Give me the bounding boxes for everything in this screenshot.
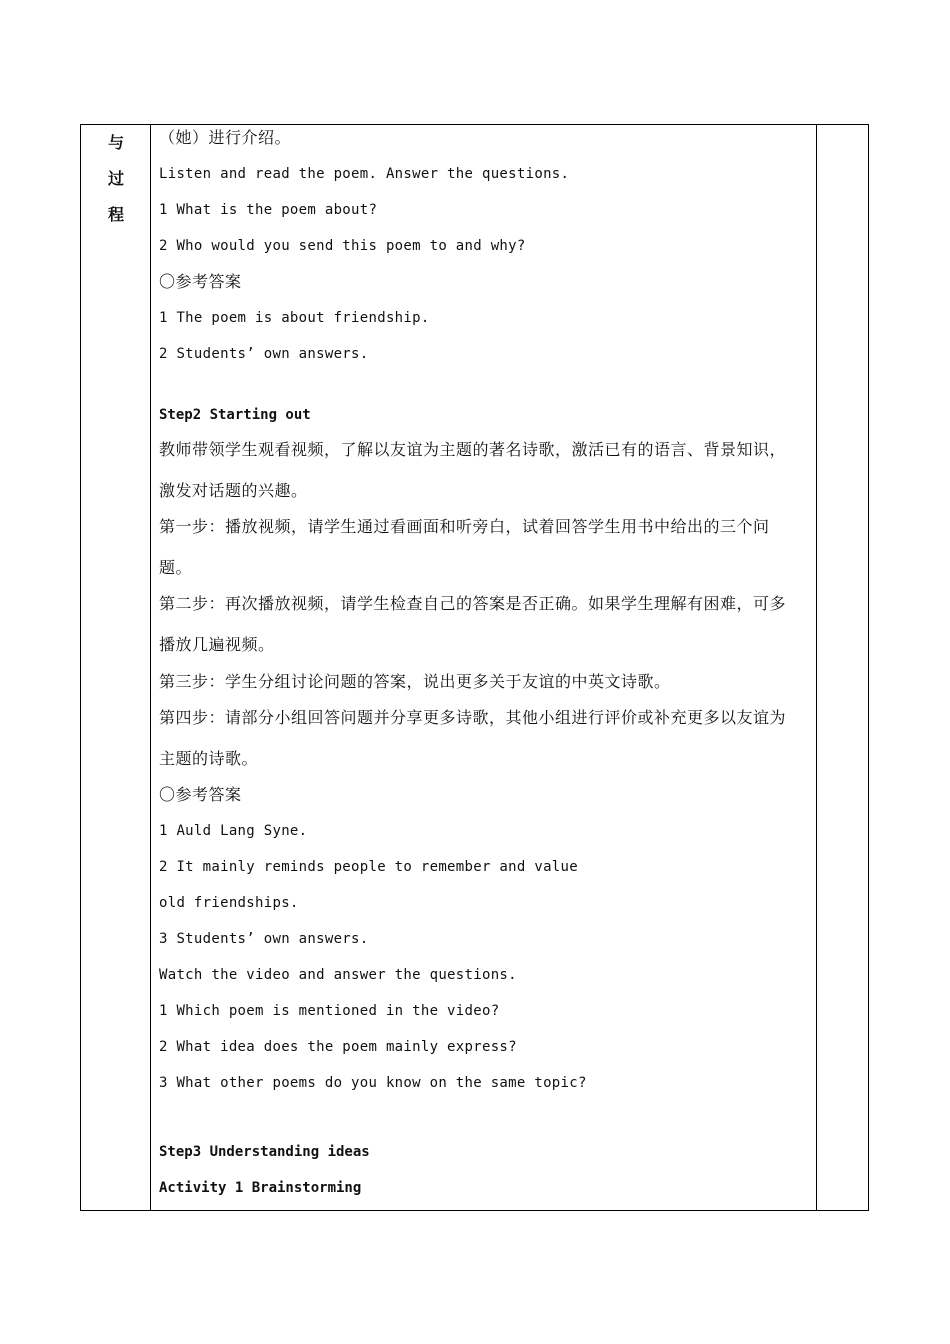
text-line: 1 Which poem is mentioned in the video? <box>159 1003 500 1019</box>
section-label-char: 与 <box>107 133 124 152</box>
text-line: 第一步：播放视频，请学生通过看画面和听旁白，试着回答学生用书中给出的三个问 <box>159 517 770 536</box>
text-line: Listen and read the poem. Answer the questions. <box>159 166 570 182</box>
text-line: Watch the video and answer the questions. <box>159 967 517 983</box>
text-line: 题。 <box>159 558 193 577</box>
text-line: 教师带领学生观看视频，了解以友谊为主题的著名诗歌，激活已有的语言、背景知识， <box>159 440 787 459</box>
text-line: 1 What is the poem about? <box>159 202 378 218</box>
section-label-char: 过 <box>107 169 124 188</box>
left-column-divider <box>150 125 151 1210</box>
text-line: 3 Students’ own answers. <box>159 931 369 947</box>
text-line: 播放几遍视频。 <box>159 635 275 654</box>
text-line: 2 Who would you send this poem to and why? <box>159 238 526 254</box>
text-line: 1 The poem is about friendship. <box>159 310 430 326</box>
text-line: 第四步：请部分小组回答问题并分享更多诗歌，其他小组进行评价或补充更多以友谊为 <box>159 708 787 727</box>
text-line: 1 Auld Lang Syne. <box>159 823 308 839</box>
section-label-char: 程 <box>107 205 124 224</box>
step-heading: Step2 Starting out <box>159 407 311 423</box>
text-line: （她）进行介绍。 <box>159 128 292 147</box>
text-line: 2 What idea does the poem mainly express? <box>159 1039 517 1055</box>
answer-key-heading: 〇参考答案 <box>159 785 242 804</box>
step-heading: Step3 Understanding ideas <box>159 1144 370 1160</box>
text-line: old friendships. <box>159 895 299 911</box>
text-line: 第三步：学生分组讨论问题的答案，说出更多关于友谊的中英文诗歌。 <box>159 672 671 691</box>
text-line: 第二步：再次播放视频，请学生检查自己的答案是否正确。如果学生理解有困难，可多 <box>159 594 787 613</box>
text-line: 主题的诗歌。 <box>159 749 259 768</box>
lesson-plan-table <box>80 124 869 1211</box>
right-column-divider <box>816 125 817 1210</box>
text-line: 3 What other poems do you know on the same topic? <box>159 1075 587 1091</box>
activity-heading: Activity 1 Brainstorming <box>159 1180 362 1196</box>
answer-key-heading: 〇参考答案 <box>159 272 242 291</box>
text-line: 2 It mainly reminds people to remember and value <box>159 859 578 875</box>
text-line: 激发对话题的兴趣。 <box>159 481 308 500</box>
text-line: 2 Students’ own answers. <box>159 346 369 362</box>
